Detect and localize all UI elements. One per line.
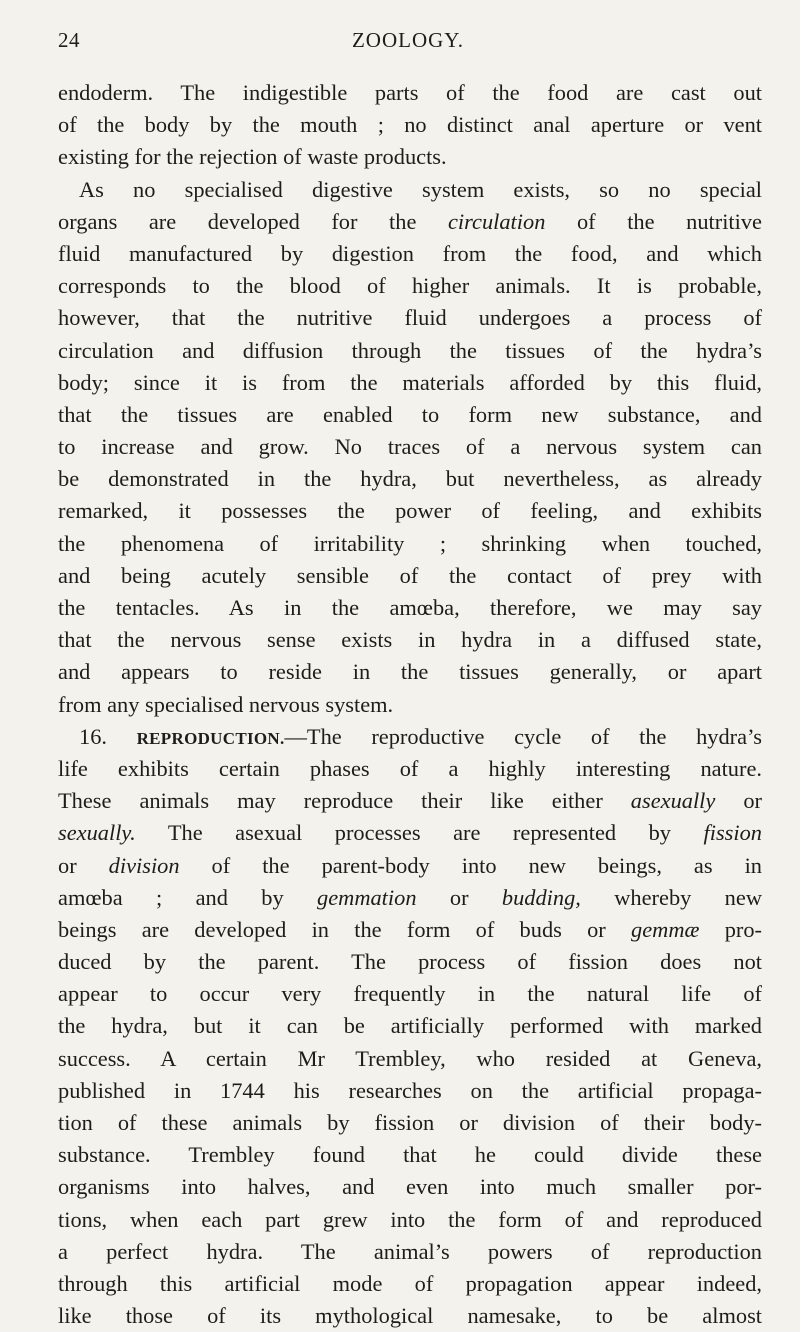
page-header (58, 28, 758, 58)
text-line: and being acutely sensible of the contact of prey with (58, 562, 762, 588)
text-line: As no specialised digestive system exists, so no special (79, 176, 762, 202)
text-line: endoderm. The indigestible parts of the food are cast out (58, 80, 762, 105)
text-line: or division of the parent-body into new beings, as in (58, 852, 762, 878)
text-line: organs are developed for the circulation of the nutritive (58, 208, 762, 234)
text-line: appear to occur very frequently in the natural life of (58, 981, 762, 1007)
section-number: 16. (79, 723, 137, 749)
text-line: success. A certain Mr Trembley, who resided at Geneva, (58, 1045, 762, 1071)
text-line: the phenomena of irritability ; shrinking when touched, (58, 530, 762, 556)
text-line: fluid manufactured by digestion from the food, and which (58, 240, 762, 266)
body-text (58, 77, 762, 1332)
italic-term: gemmation (317, 884, 417, 910)
text-line: to increase and grow. No traces of a nervous system can (58, 434, 762, 460)
italic-term: circulation (447, 208, 546, 234)
text-line: circulation and diffusion through the tissues of the hydra’s (58, 337, 762, 363)
text-line: of the body by the mouth ; no distinct anal aperture or vent (58, 112, 762, 138)
text-line: substance. Trembley found that he could divide these (58, 1142, 762, 1168)
italic-term: budding, (501, 884, 581, 910)
text-line: tion of these animals by fission or division of their body- (58, 1110, 762, 1135)
text-line: duced by the parent. The process of fission does not (58, 949, 762, 975)
text-line: amœba ; and by gemmation or budding, whereby new (58, 884, 762, 910)
text-line: the tentacles. As in the amœba, therefore, we may say (58, 595, 762, 620)
text-line: remarked, it possesses the power of feeling, and exhibits (58, 498, 762, 524)
section-heading: REPRODUCTION. (136, 728, 285, 748)
text-line: life exhibits certain phases of a highly interesting nature. (58, 755, 762, 781)
text-line: that the nervous sense exists in hydra in a diffused state, (58, 627, 762, 653)
text-line: a perfect hydra. The animal’s powers of reproduction (58, 1238, 762, 1264)
text-line: the hydra, but it can be artificially performed with marked (58, 1013, 762, 1039)
text-line: corresponds to the blood of higher animals. It is probable, (58, 273, 762, 299)
italic-term: gemmæ (631, 916, 700, 942)
text-line: like those of its mythological namesake, to be almost (58, 1303, 762, 1329)
text-line: body; since it is from the materials afforded by this fluid, (58, 369, 762, 395)
italic-term: fission (703, 820, 762, 846)
text-line: existing for the rejection of waste products. (58, 144, 447, 170)
text-line: be demonstrated in the hydra, but nevertheless, as already (58, 466, 762, 492)
italic-term: sexually. (58, 820, 136, 846)
italic-term: asexually (630, 788, 716, 814)
text-line: beings are developed in the form of buds or gemmæ pro- (58, 916, 762, 942)
text-line: and appears to reside in the tissues generally, or apart (58, 659, 762, 685)
running-title: ZOOLOGY. (351, 28, 465, 52)
section-heading-line: 16. REPRODUCTION.—The reproductive cycle of the hydra’s (79, 723, 762, 749)
text-line: tions, when each part grew into the form of and reproduced (58, 1206, 762, 1232)
page-number: 24 (58, 28, 80, 52)
text-line: published in 1744 his researches on the artificial propaga- (58, 1077, 762, 1103)
text-line: through this artificial mode of propagation appear indeed, (58, 1270, 762, 1296)
text-line: however, that the nutritive fluid undergoes a process of (58, 305, 762, 331)
text-line: that the tissues are enabled to form new substance, and (58, 401, 762, 427)
text-line: from any specialised nervous system. (58, 691, 394, 717)
text-line: sexually. The asexual processes are represented by fission (58, 820, 762, 846)
text-line: These animals may reproduce their like either asexually or (58, 788, 762, 814)
italic-term: division (108, 852, 180, 878)
text-line: organisms into halves, and even into much smaller por- (58, 1174, 762, 1200)
